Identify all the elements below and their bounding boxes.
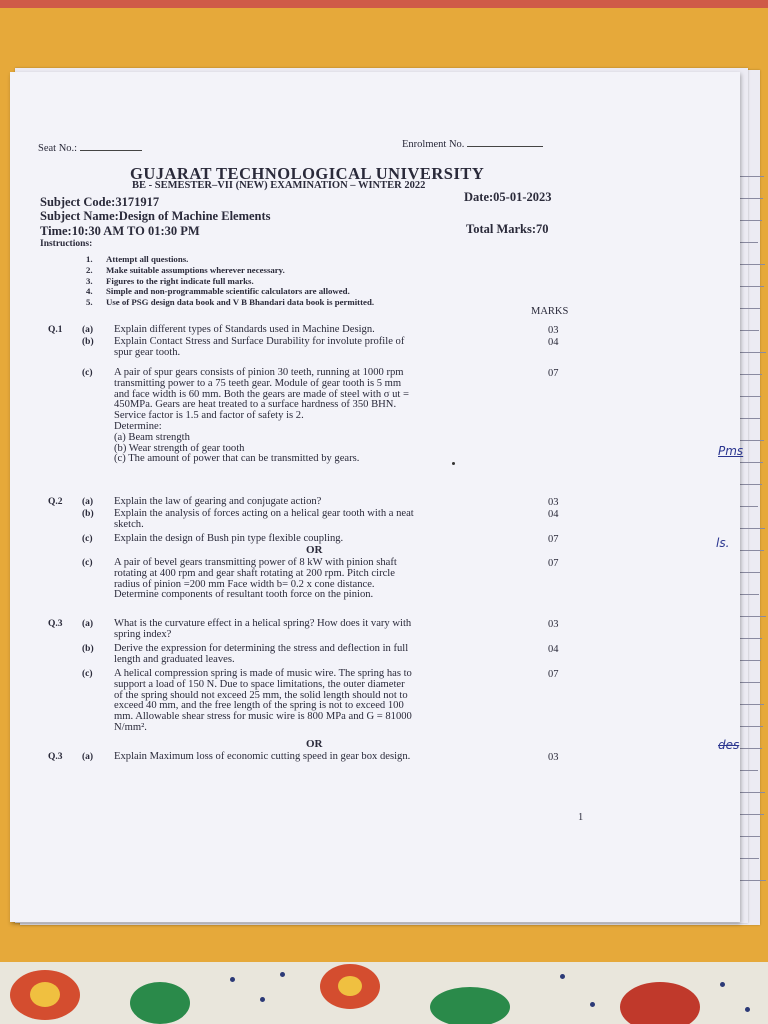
question-marks: 04 bbox=[548, 509, 559, 520]
stray-mark bbox=[452, 462, 455, 465]
question-text-line: support a load of 150 N. Due to space limitations, the outer diameter bbox=[114, 678, 405, 690]
question-text-line: radius of pinion =200 mm Face width b= 0.2 x cone distance. bbox=[114, 578, 375, 590]
question-text-line: length and graduated leaves. bbox=[114, 653, 235, 665]
enrolment-label: Enrolment No. bbox=[402, 139, 465, 150]
question-text-line: Explain Contact Stress and Surface Durability for involute profile of bbox=[114, 336, 405, 347]
question-part-label: (b) bbox=[82, 509, 94, 519]
cloth-dot bbox=[720, 982, 725, 987]
flower-center bbox=[30, 982, 60, 1007]
or-separator: OR bbox=[306, 544, 323, 556]
question-marks: 07 bbox=[548, 669, 559, 680]
question-part-label: (b) bbox=[82, 337, 94, 347]
question-text-line: Determine: bbox=[114, 421, 162, 432]
instruction-number: 4. bbox=[86, 286, 93, 297]
question-part-label: (c) bbox=[82, 368, 93, 378]
flower-center bbox=[338, 976, 362, 996]
cloth-dot bbox=[280, 972, 285, 977]
question-marks: 03 bbox=[548, 619, 559, 630]
cloth-dot bbox=[745, 1007, 750, 1012]
subject-name: Subject Name:Design of Machine Elements bbox=[40, 209, 271, 223]
question-text-line: Explain the design of Bush pin type flexible coupling. bbox=[114, 533, 344, 544]
or-separator: OR bbox=[306, 738, 323, 750]
instruction-number: 1. bbox=[86, 254, 93, 264]
question-text-line: sketch. bbox=[114, 518, 144, 530]
question-marks: 04 bbox=[548, 644, 559, 655]
question-text-line: Determine components of resultant tooth force on the pinion. bbox=[114, 589, 374, 601]
marks-header: MARKS bbox=[531, 306, 569, 317]
exam-paper bbox=[10, 72, 740, 922]
question-text-line: A pair of bevel gears transmitting power of 8 kW with pinion shaft bbox=[114, 557, 397, 568]
cloth-dot bbox=[590, 1002, 595, 1007]
question-marks: 07 bbox=[548, 368, 559, 379]
total-marks: Total Marks:70 bbox=[466, 222, 549, 236]
question-part-label: (a) bbox=[82, 497, 94, 507]
question-part-label: (c) bbox=[82, 558, 93, 568]
question-marks: 04 bbox=[548, 337, 559, 348]
cloth-dot bbox=[560, 974, 565, 979]
question-text-line: (b) Wear strength of gear tooth bbox=[114, 442, 245, 454]
instruction-number: 5. bbox=[86, 297, 93, 308]
question-number: Q.1 bbox=[48, 325, 63, 335]
question-text-line: and face width is 60 mm. Both the gears are made of steel with σ ut = bbox=[114, 388, 409, 400]
page-mark: 1 bbox=[578, 812, 584, 823]
question-text-line: 450MPa. Gears are heat treated to a surface hardness of 350 BHN. bbox=[114, 399, 397, 411]
question-text-line: Explain Maximum loss of economic cutting speed in gear box design. bbox=[114, 751, 411, 762]
exam-date: Date:05-01-2023 bbox=[464, 190, 552, 204]
question-text-line: rotating at 400 rpm and gear shaft rotating at 200 rpm. Pitch circle bbox=[114, 567, 395, 579]
question-text-line: A helical compression spring is made of music wire. The spring has to bbox=[114, 668, 412, 679]
exam-title: BE - SEMESTER–VII (NEW) EXAMINATION – WINTER 2022 bbox=[132, 180, 426, 191]
instruction-number: 3. bbox=[86, 275, 93, 286]
instruction-item: Simple and non-programmable scientific calculators are allowed. bbox=[106, 286, 350, 297]
question-number: Q.2 bbox=[48, 497, 63, 507]
instructions-title: Instructions: bbox=[40, 239, 93, 249]
question-number: Q.3 bbox=[48, 619, 63, 629]
instruction-number: 2. bbox=[86, 264, 93, 275]
leaf-decoration bbox=[130, 982, 190, 1024]
question-text-line: transmitting power to a 75 teeth gear. Module of gear tooth is 5 mm bbox=[114, 377, 402, 389]
enrolment-blank bbox=[467, 138, 543, 147]
handwritten-note: ls. bbox=[716, 536, 730, 550]
exam-time: Time:10:30 AM TO 01:30 PM bbox=[40, 224, 200, 238]
flower-decoration bbox=[620, 982, 700, 1024]
leaf-decoration bbox=[430, 987, 510, 1024]
background-cloth bbox=[0, 962, 768, 1024]
question-part-label: (a) bbox=[82, 325, 94, 335]
question-text-line: exceed 40 mm, and the free length of the spring is not to exceed 100 bbox=[114, 700, 404, 712]
subject-code: Subject Code:3171917 bbox=[40, 195, 160, 209]
question-text-line: (c) The amount of power that can be transmitted by gears. bbox=[114, 453, 360, 465]
question-text-line: of the spring should not exceed 25 mm, the solid length should not to bbox=[114, 689, 408, 701]
question-text-line: spur gear tooth. bbox=[114, 346, 181, 358]
question-part-label: (a) bbox=[82, 619, 94, 629]
seat-blank bbox=[80, 142, 142, 151]
seat-label: Seat No.: bbox=[38, 143, 78, 154]
question-text-line: Explain different types of Standards used in Machine Design. bbox=[114, 324, 375, 335]
handwritten-note: Pms bbox=[718, 444, 744, 458]
cloth-dot bbox=[230, 977, 235, 982]
question-text-line: Explain the analysis of forces acting on a helical gear tooth with a neat bbox=[114, 508, 414, 519]
question-part-label: (c) bbox=[82, 669, 93, 679]
enrolment-field bbox=[402, 138, 543, 150]
instruction-item: Figures to the right indicate full marks. bbox=[106, 275, 254, 286]
question-marks: 03 bbox=[548, 752, 559, 763]
university-name: GUJARAT TECHNOLOGICAL UNIVERSITY bbox=[130, 164, 485, 183]
instruction-item: Use of PSG design data book and V B Bhandari data book is permitted. bbox=[106, 297, 375, 308]
question-marks: 07 bbox=[548, 558, 559, 569]
handwritten-note: des bbox=[718, 738, 740, 752]
question-marks: 07 bbox=[548, 534, 559, 545]
question-text-line: spring index? bbox=[114, 628, 172, 640]
question-number: Q.3 bbox=[48, 752, 63, 762]
instruction-item: Attempt all questions. bbox=[106, 254, 189, 264]
question-marks: 03 bbox=[548, 325, 559, 336]
question-text-line: (a) Beam strength bbox=[114, 431, 190, 443]
question-text-line: What is the curvature effect in a helical spring? How does it vary with bbox=[114, 618, 412, 629]
cloth-dot bbox=[260, 997, 265, 1002]
question-part-label: (a) bbox=[82, 752, 94, 762]
question-part-label: (c) bbox=[82, 534, 93, 544]
question-text-line: A pair of spur gears consists of pinion 30 teeth, running at 1000 rpm bbox=[114, 367, 404, 378]
seat-number-field bbox=[38, 142, 142, 154]
question-marks: 03 bbox=[548, 497, 559, 508]
question-text-line: Derive the expression for determining the stress and deflection in full bbox=[114, 643, 409, 654]
instruction-item: Make suitable assumptions wherever necessary. bbox=[106, 264, 285, 275]
question-text-line: N/mm². bbox=[114, 722, 147, 733]
question-text-line: mm. Allowable shear stress for music wire is 800 MPa and G = 81000 bbox=[114, 711, 412, 723]
question-text-line: Explain the law of gearing and conjugate action? bbox=[114, 496, 322, 507]
question-text-line: Service factor is 1.5 and factor of safety is 2. bbox=[114, 410, 304, 422]
question-part-label: (b) bbox=[82, 644, 94, 654]
